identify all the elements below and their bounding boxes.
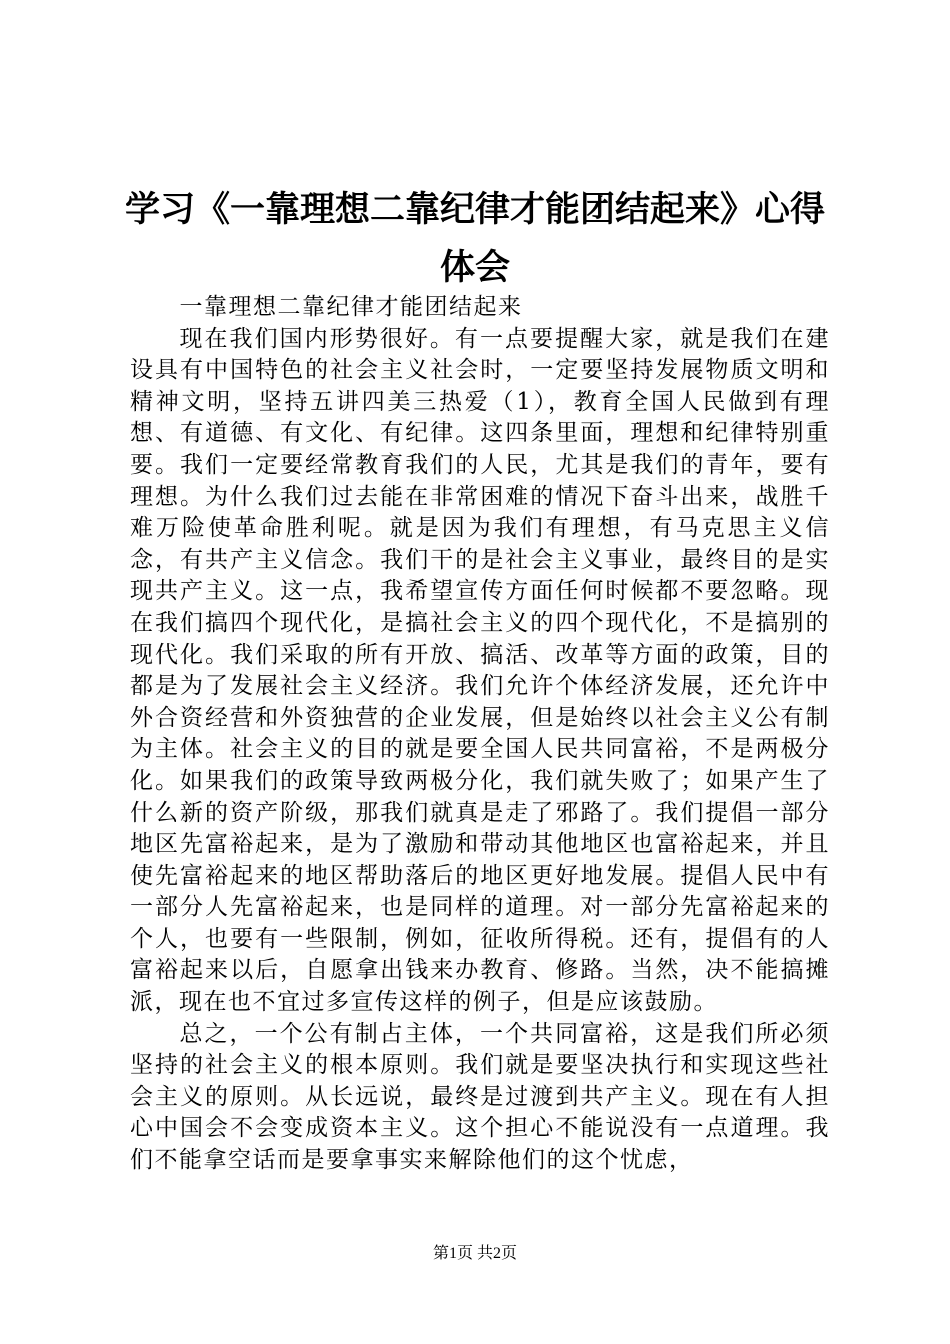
paragraph-1: 现在我们国内形势很好。有一点要提醒大家，就是我们在建设具有中国特色的社会主义社会时，一定要坚持发展物质文明和精神文明，坚持五讲四美三热爱（1），教育全国人民做到有理想、有道德、有文化、有纪律。这四条里面，理想和纪律特别重要。我们一定要经常教育我们的人民，尤其是我们的青年，要有理想。为什么我们过去能在非常困难的情况下奋斗出来，战胜千难万险使革命胜利呢。就是因为我们有理想，有马克思主义信念，有共产主义信念。我们干的是社会主义事业，最终目的是实现共产主义。这一点，我希望宣传方面任何时候都不要忽略。现在我们搞四个现代化，是搞社会主义的四个现代化，不是搞别的现代化。我们采取的所有开放、搞活、改革等方面的政策，目的都是为了发展社会主义经济。我们允许个体经济发展，还允许中外合资经营和外资独营的企业发展，但是始终以社会主义公有制为主体。社会主义的目的就是要全国人民共同富裕，不是两极分化。如果我们的政策导致两极分化，我们就失败了；如果产生了什么新的资产阶级，那我们就真是走了邪路了。我们提倡一部分地区先富裕起来，是为了激励和带动其他地区也富裕起来，并且使先富裕起来的地区帮助落后的地区更好地发展。提倡人民中有一部分人先富裕起来，也是同样的道理。对一部分先富裕起来的个人，也要有一些限制，例如，征收所得税。还有，提倡有的人富裕起来以后，自愿拿出钱来办教育、修路。当然，决不能搞摊派，现在也不宜过多宣传这样的例子，但是应该鼓励。 bbox=[130, 325, 830, 1016]
paragraph-2: 总之，一个公有制占主体，一个共同富裕，这是我们所必须坚持的社会主义的根本原则。我们就是要坚决执行和实现这些社会主义的原则。从长远说，最终是过渡到共产主义。现在有人担心中国会不会变成资本主义。这个担心不能说没有一点道理。我们不能拿空话而是要拿事实来解除他们的这个忧虑， bbox=[130, 1020, 830, 1174]
page-footer: 第1页 共2页 bbox=[432, 1245, 517, 1262]
document-title: 学习《一靠理想二靠纪律才能团结起来》心得体会 bbox=[124, 190, 825, 289]
document-subtitle: 一靠理想二靠纪律才能团结起来 bbox=[179, 294, 523, 320]
document-body bbox=[130, 292, 830, 1177]
